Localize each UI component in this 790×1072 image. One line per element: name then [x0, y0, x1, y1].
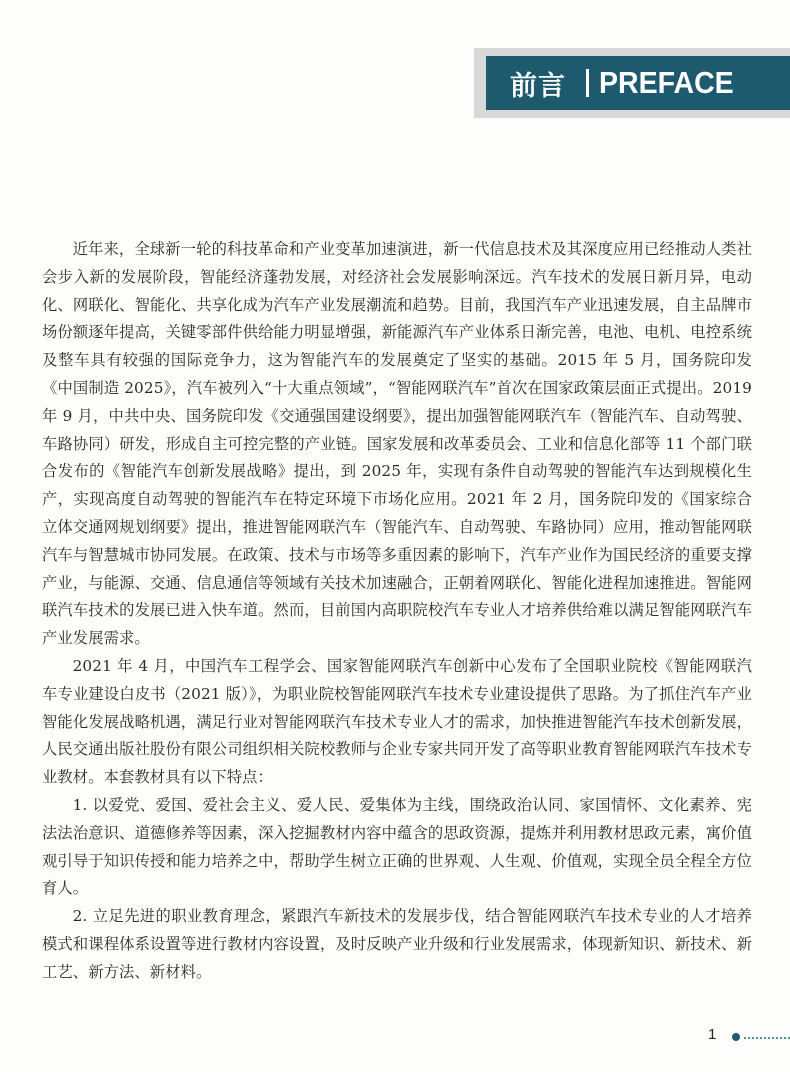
header-banner — [486, 56, 790, 110]
paragraph: 2. 立足先进的职业教育理念，紧跟汽车新技术的发展步伐，结合智能网联汽车技术专业的人才培养模式和课程体系设置等进行教材内容设置，及时反映产业升级和行业发展需求，体现新知识、新技术、新工艺、新方法、新材料。 — [42, 907, 752, 981]
page-number: 1 — [708, 1026, 717, 1043]
bullet-dot-icon — [732, 1033, 740, 1041]
page-title-en: PREFACE — [599, 65, 734, 100]
paragraph: 1. 以爱党、爱国、爱社会主义、爱人民、爱集体为主线，围绕政治认同、家国情怀、文化素养、宪法法治意识、道德修养等因素，深入挖掘教材内容中蕴含的思政资源，提炼并利用教材思政元素，寓价值观引导于知识传授和能力培养之中，帮助学生树立正确的世界观、人生观、价值观，实现全员全程全方位育人。 — [42, 795, 752, 898]
title-separator — [586, 69, 589, 97]
page-title-cn: 前言 — [510, 70, 566, 102]
page-footer — [708, 1026, 790, 1050]
paragraph: 2021 年 4 月，中国汽车工程学会、国家智能网联汽车创新中心发布了全国职业院校《智能网联汽车专业建设白皮书（2021 版）》，为职业院校智能网联汽车技术专业建设提供了思路。为了抓住汽车产业智能化发展战略机遇，满足行业对智能网联汽车技术专业人才的需求，加快推进智能汽车技术创新发展，人民交通出版社股份有限公司组织相关院校教师与企业专家共同开发了高等职业教育智能网联汽车技术专业教材。本套教材具有以下特点： — [42, 656, 752, 787]
paragraph: 近年来，全球新一轮的科技革命和产业变革加速演进，新一代信息技术及其深度应用已经推动人类社会步入新的发展阶段，智能经济蓬勃发展，对经济社会发展影响深远。汽车技术的发展日新月异，电动化、网联化、智能化、共享化成为汽车产业发展潮流和趋势。目前，我国汽车产业迅速发展，自主品牌市场份额逐年提高，关键零部件供给能力明显增强，新能源汽车产业体系日渐完善，电池、电机、电控系统及整车具有较强的国际竞争力，这为智能汽车的发展奠定了坚实的基础。2015 年 5 月，国务院印发《中国制造 2025》，汽车被列入“十大重点领域”，“智能网联汽车”首次在国家政策层面正式提出。2019 年 9 月，中共中央、国务院印发《交通强国建设纲要》，提出加强智能网联汽车（智能汽车、自动驾驶、车路协同）研发，形成自主可控完整的产业链。国家发展和改革委员会、工业和信息化部等 11 个部门联合发布的《智能汽车创新发展战略》提出，到 2025 年，实现有条件自动驾驶的智能汽车达到规模化生产，实现高度自动驾驶的智能汽车在特定环境下市场化应用。2021 年 2 月，国务院印发的《国家综合立体交通网规划纲要》提出，推进智能网联汽车（智能汽车、自动驾驶、车路协同）应用，推动智能网联汽车与智慧城市协同发展。在政策、技术与市场等多重因素的影响下，汽车产业作为国民经济的重要支撑产业，与能源、交通、信息通信等领域有关技术加速融合，正朝着网联化、智能化进程加速推进。智能网联汽车技术的发展已进入快车道。然而，目前国内高职院校汽车专业人才培养供给难以满足智能网联汽车产业发展需求。 — [42, 240, 752, 648]
dotted-leader-line — [744, 1037, 790, 1039]
preface-body — [42, 236, 752, 987]
